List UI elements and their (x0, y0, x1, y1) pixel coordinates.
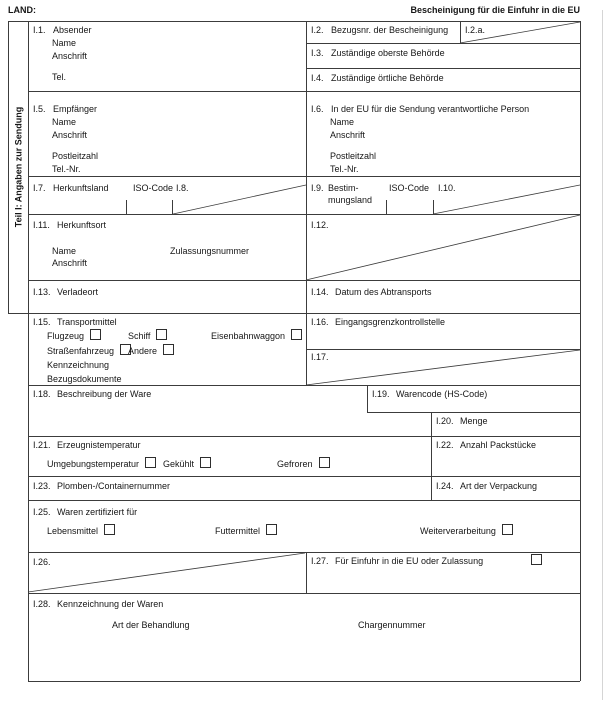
i1-address-label: Anschrift (52, 51, 88, 61)
field-i4-local-authority (311, 73, 444, 84)
field-label: Für Einfuhr in die EU oder Zulassung (335, 556, 484, 566)
i6-postal-label: Postleitzahl (330, 151, 377, 161)
i15-documentary-references-label: Bezugsdokumente (47, 374, 122, 384)
field-number: I.5. (33, 104, 46, 114)
option-label: Andere (128, 346, 158, 356)
field-number: I.16. (311, 317, 329, 327)
i11-approval-number-label: Zulassungsnummer (170, 246, 250, 256)
ambient-checkbox[interactable] (145, 457, 156, 468)
option-label: Weiterverarbeitung (420, 526, 496, 536)
part-one-sidebar (8, 21, 28, 313)
field-label: Eingangsgrenzkontrollstelle (335, 317, 446, 327)
i5-name-label: Name (52, 117, 77, 127)
field-label: Menge (460, 416, 488, 426)
field-number: I.19. (372, 389, 390, 399)
i11-address-label: Anschrift (52, 258, 88, 268)
field-label: Zuständige örtliche Behörde (331, 73, 444, 83)
field-i5-consignee (33, 104, 97, 115)
ship-checkbox[interactable] (156, 329, 167, 340)
i7-iso-code-label: ISO-Code (133, 183, 174, 193)
field-i18-description-of-commodity (33, 389, 151, 400)
i15-identification-label: Kennzeichnung (47, 360, 110, 370)
field-number: I.2. (311, 25, 324, 35)
field-i26: I.26. (33, 557, 51, 567)
chilled-checkbox[interactable] (200, 457, 211, 468)
field-label: Bezugsnr. der Bescheinigung (331, 25, 449, 35)
i6-address-label: Anschrift (330, 130, 366, 140)
field-label: Transportmittel (57, 317, 117, 327)
option-chilled (163, 457, 211, 470)
field-number: I.23. (33, 481, 51, 491)
field-label: Datum des Abtransports (335, 287, 432, 297)
field-i22-number-of-packages (436, 440, 536, 451)
option-label: Futtermittel (215, 526, 261, 536)
field-i2a: I.2.a. (465, 25, 486, 35)
field-number: I.4. (311, 73, 324, 83)
option-other (128, 344, 174, 357)
field-number: I.22. (436, 440, 454, 450)
option-label: Gekühlt (163, 459, 195, 469)
field-label: Warencode (HS-Code) (396, 389, 488, 399)
field-i7-country-of-origin (33, 183, 109, 194)
further-process-checkbox[interactable] (502, 524, 513, 535)
field-i13-place-of-loading (33, 287, 98, 298)
field-number: I.18. (33, 389, 51, 399)
field-number: I.15. (33, 317, 51, 327)
field-i9-country-of-destination: I.9. (311, 183, 324, 193)
field-number: I.13. (33, 287, 51, 297)
option-label: Umgebungstemperatur (47, 459, 140, 469)
field-i25-certified-as (33, 507, 137, 518)
field-i3-central-authority (311, 48, 445, 59)
field-i1-consignor (33, 25, 92, 36)
part-one-label: Teil I: Angaben zur Sendung (13, 106, 23, 228)
field-i6-responsible-person (311, 104, 529, 115)
field-i11-place-of-origin (33, 220, 106, 231)
field-i28-identification-of-commodities (33, 599, 163, 610)
field-number: I.21. (33, 440, 51, 450)
field-label: Art der Verpackung (460, 481, 538, 491)
field-number: I.24. (436, 481, 454, 491)
field-label: Anzahl Packstücke (460, 440, 537, 450)
option-aeroplane (47, 329, 101, 342)
field-i23-seal-container-number (33, 481, 170, 492)
field-label: Empfänger (53, 104, 98, 114)
option-label: Schiff (128, 331, 151, 341)
field-number: I.25. (33, 507, 51, 517)
option-frozen (277, 457, 330, 470)
field-label: Kennzeichnung der Waren (57, 599, 164, 609)
i6-name-label: Name (330, 117, 355, 127)
option-road-vehicle (47, 344, 131, 357)
frozen-checkbox[interactable] (319, 457, 330, 468)
field-number: I.3. (311, 48, 324, 58)
i9-iso-code-label: ISO-Code (389, 183, 430, 193)
option-feedingstuff (215, 524, 277, 537)
field-i17: I.17. (311, 352, 329, 362)
feedingstuff-checkbox[interactable] (266, 524, 277, 535)
field-i14-departure-date (311, 287, 432, 298)
field-number: I.7. (33, 183, 46, 193)
option-label: Eisenbahnwaggon (211, 331, 286, 341)
field-number: I.20. (436, 416, 454, 426)
i28-batch-number-label: Chargennummer (358, 620, 426, 630)
country-label: LAND: (8, 5, 36, 15)
human-consumption-checkbox[interactable] (104, 524, 115, 535)
option-label: Straßenfahrzeug (47, 346, 115, 356)
option-human-consumption (47, 524, 115, 537)
field-i10: I.10. (438, 183, 456, 193)
i5-tel-label: Tel.-Nr. (52, 164, 81, 174)
i9-label-line1: Bestim- (328, 183, 359, 193)
option-ship (128, 329, 167, 342)
i5-postal-label: Postleitzahl (52, 151, 99, 161)
field-i20-quantity (436, 416, 488, 427)
field-label: Erzeugnistemperatur (57, 440, 141, 450)
field-i15-means-of-transport (33, 317, 117, 328)
i28-treatment-type-label: Art der Behandlung (112, 620, 190, 630)
option-railway-wagon (211, 329, 302, 342)
option-further-process (420, 524, 513, 537)
i9-label-line2: mungsland (328, 195, 373, 205)
field-label: Absender (53, 25, 92, 35)
option-label: Gefroren (277, 459, 313, 469)
field-number: I.11. (33, 220, 50, 230)
aeroplane-checkbox[interactable] (90, 329, 101, 340)
field-label: Zuständige oberste Behörde (331, 48, 445, 58)
field-label: Herkunftsland (53, 183, 109, 193)
field-label: Verladeort (57, 287, 99, 297)
i5-address-label: Anschrift (52, 130, 88, 140)
option-label: Flugzeug (47, 331, 85, 341)
i11-name-label: Name (52, 246, 77, 256)
field-label: In der EU für die Sendung verantwortliche Person (331, 104, 530, 114)
field-i16-entry-bip (311, 317, 445, 328)
field-label: Waren zertifiziert für (57, 507, 138, 517)
field-i19-commodity-code (372, 389, 487, 400)
field-number: I.14. (311, 287, 329, 297)
i1-tel-label: Tel. (52, 72, 67, 82)
field-i8: I.8. (176, 183, 189, 193)
option-ambient (47, 457, 156, 470)
i1-name-label: Name (52, 38, 77, 48)
import-admission-checkbox[interactable] (531, 554, 542, 565)
field-number: I.1. (33, 25, 46, 35)
field-label: Herkunftsort (57, 220, 107, 230)
other-transport-checkbox[interactable] (163, 344, 174, 355)
field-label: Plomben-/Containernummer (57, 481, 171, 491)
field-i27-for-import-or-admission (311, 556, 483, 567)
field-i24-type-of-packaging (436, 481, 537, 492)
form-title: Bescheinigung für die Einfuhr in die EU (410, 5, 580, 15)
option-label: Lebensmittel (47, 526, 99, 536)
field-label: Beschreibung der Ware (57, 389, 152, 399)
field-number: I.6. (311, 104, 324, 114)
railway-wagon-checkbox[interactable] (291, 329, 302, 340)
i6-tel-label: Tel.-Nr. (330, 164, 359, 174)
field-number: I.28. (33, 599, 51, 609)
field-number: I.27. (311, 556, 329, 566)
field-i12: I.12. (311, 220, 329, 230)
field-i21-product-temperature (33, 440, 141, 451)
field-i2-reference-number (311, 25, 448, 36)
